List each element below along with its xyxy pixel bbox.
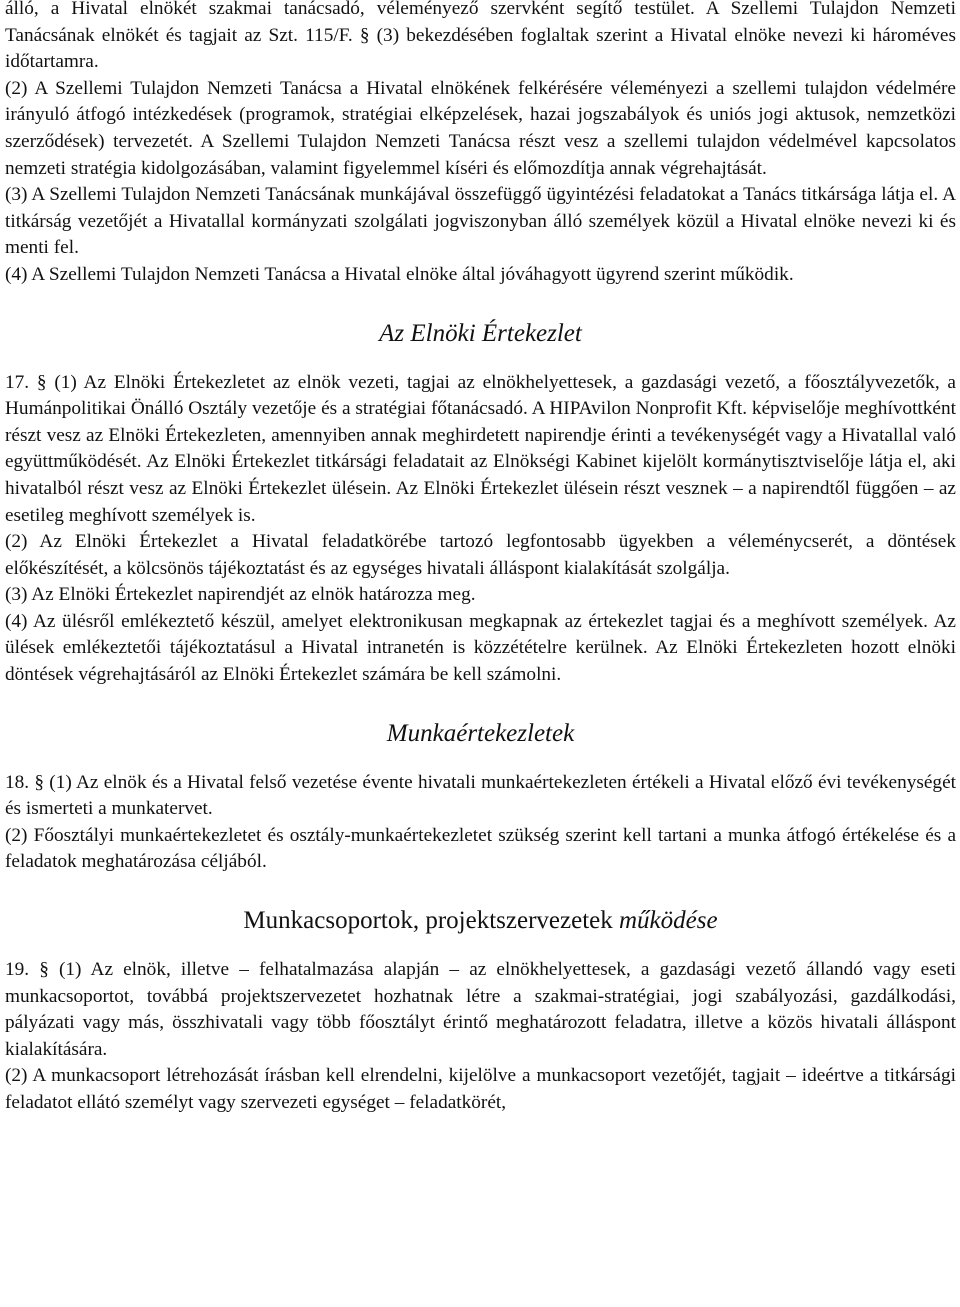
paragraph-19-2: (2) A munkacsoport létrehozását írásban kell elrendelni, kijelölve a munkacsoport vezetőjét, tagjait – ideértve a titkársági feladatot ellátó személyt vagy szervezeti egységet – feladatkörét, xyxy=(5,1065,956,1113)
paragraph-17-1: 17. § (1) Az Elnöki Értekezletet az elnök vezeti, tagjai az elnökhelyettesek, a gazdasági vezető, a főosztályvezetők, a Humánpolitikai Önálló Osztály vezetője és a stratégiai főtanácsadó. A HIPAvilon Nonprofit Kft. képviselője meghívottként részt vesz az Elnöki Értekezleten, amennyiben annak meghirdetett napirendje érinti a tevékenységét vagy a Hivatallal való együttműködését. Az Elnöki Értekezlet titkársági feladatait az Elnökségi Kabinet kijelölt kormánytisztviselője látja el, aki hivatalból részt vesz az Elnöki Értekezlet ülésein. Az Elnöki Értekezlet ülésein részt vesznek – a napirendtől függően – az esetileg meghívott személyek is. xyxy=(5,371,956,526)
section-heading-munkaertekezletek: Munkaértekezletek xyxy=(386,719,575,747)
paragraph-17-2: (2) Az Elnöki Értekezlet a Hivatal feladatkörébe tartozó legfontosabb ügyekben a véleménycserét, a döntések előkészítését, a kölcsönös tájékoztatást és az egységes hivatali álláspont kialakítását szolgálja. xyxy=(5,531,956,579)
paragraph-18-2: (2) Főosztályi munkaértekezletet és osztály-munkaértekezletet szükség szerint kell tartani a munka átfogó értékelése és a feladatok meghatározása céljából. xyxy=(5,824,956,873)
paragraph-16-2: (2) A Szellemi Tulajdon Nemzeti Tanácsa a Hivatal elnökének felkérésére véleményezi a szellemi tulajdon védelmére irányuló átfogó intézkedések (programok, stratégiai elképzelések, hazai jogszabályok és uniós jogi aktusok, nemzetközi szerződések) tervezetét. A Szellemi Tulajdon Nemzeti Tanácsa részt vesz a szellemi tulajdon védelmével kapcsolatos nemzeti stratégia kidolgozásában, valamint figyelemmel kíséri és előmozdítja annak végrehajtását. xyxy=(5,77,956,179)
section-heading-munkacsoportok-text: Munkacsoportok, projektszervezetek xyxy=(243,907,613,935)
section-heading-munkacsoportok-italic: működése xyxy=(618,907,718,935)
paragraph-16-3: (3) A Szellemi Tulajdon Nemzeti Tanácsának munkájával összefüggő ügyintézési feladatokat a Tanács titkársága látja el. A titkárság vezetőjét a Hivatallal kormányzati szolgálati jogviszonyban álló személyek közül a Hivatal elnöke nevezi ki és menti fel. xyxy=(5,184,956,259)
paragraph-18-1: 18. § (1) Az elnök és a Hivatal felső vezetése évente hivatali munkaértekezleten értékeli a Hivatal előző évi tevékenységét és ismerteti a munkatervet. xyxy=(5,771,956,820)
section-heading-elnoki-ertekezlet: Az Elnöki Értekezlet xyxy=(379,319,582,347)
paragraph-16-1-continued: álló, a Hivatal elnökét szakmai tanácsadó, véleményező szervként segítő testület. A Szellemi Tulajdon Nemzeti Tanácsának elnökét és tagjait az Szt. 115/F. § (3) bekezdésében foglaltak szerint a Hivatal elnöke nevezi ki hároméves időtartamra. xyxy=(5,0,956,73)
paragraph-16-4: (4) A Szellemi Tulajdon Nemzeti Tanácsa a Hivatal elnöke által jóváhagyott ügyrend szerint működik. xyxy=(5,263,794,285)
paragraph-19-1: 19. § (1) Az elnök, illetve – felhatalmazása alapján – az elnökhelyettesek, a gazdasági vezető állandó vagy eseti munkacsoportot, továbbá projektszervezetet hozhatnak létre a szakmai-stratégiai, jogi szabályozási, gazdálkodási, pályázati vagy más, összhivatali vagy több főosztályt érintő meghatározott feladatra, illetve a közös hivatali álláspont kialakítására. xyxy=(5,959,956,1060)
paragraph-17-4: (4) Az ülésről emlékeztető készül, amelyet elektronikusan megkapnak az értekezlet tagjai és a meghívott személyek. Az ülések emlékeztetői tájékoztatásul a Hivatal intranetén is közzétételre kerülnek. Az Elnöki Értekezleten hozott elnöki döntések végrehajtásáról az Elnöki Értekezlet számára be kell számolni. xyxy=(5,610,956,686)
section-heading-munkacsoportok xyxy=(5,906,956,936)
paragraph-17-3: (3) Az Elnöki Értekezlet napirendjét az elnök határozza meg. xyxy=(5,584,476,606)
